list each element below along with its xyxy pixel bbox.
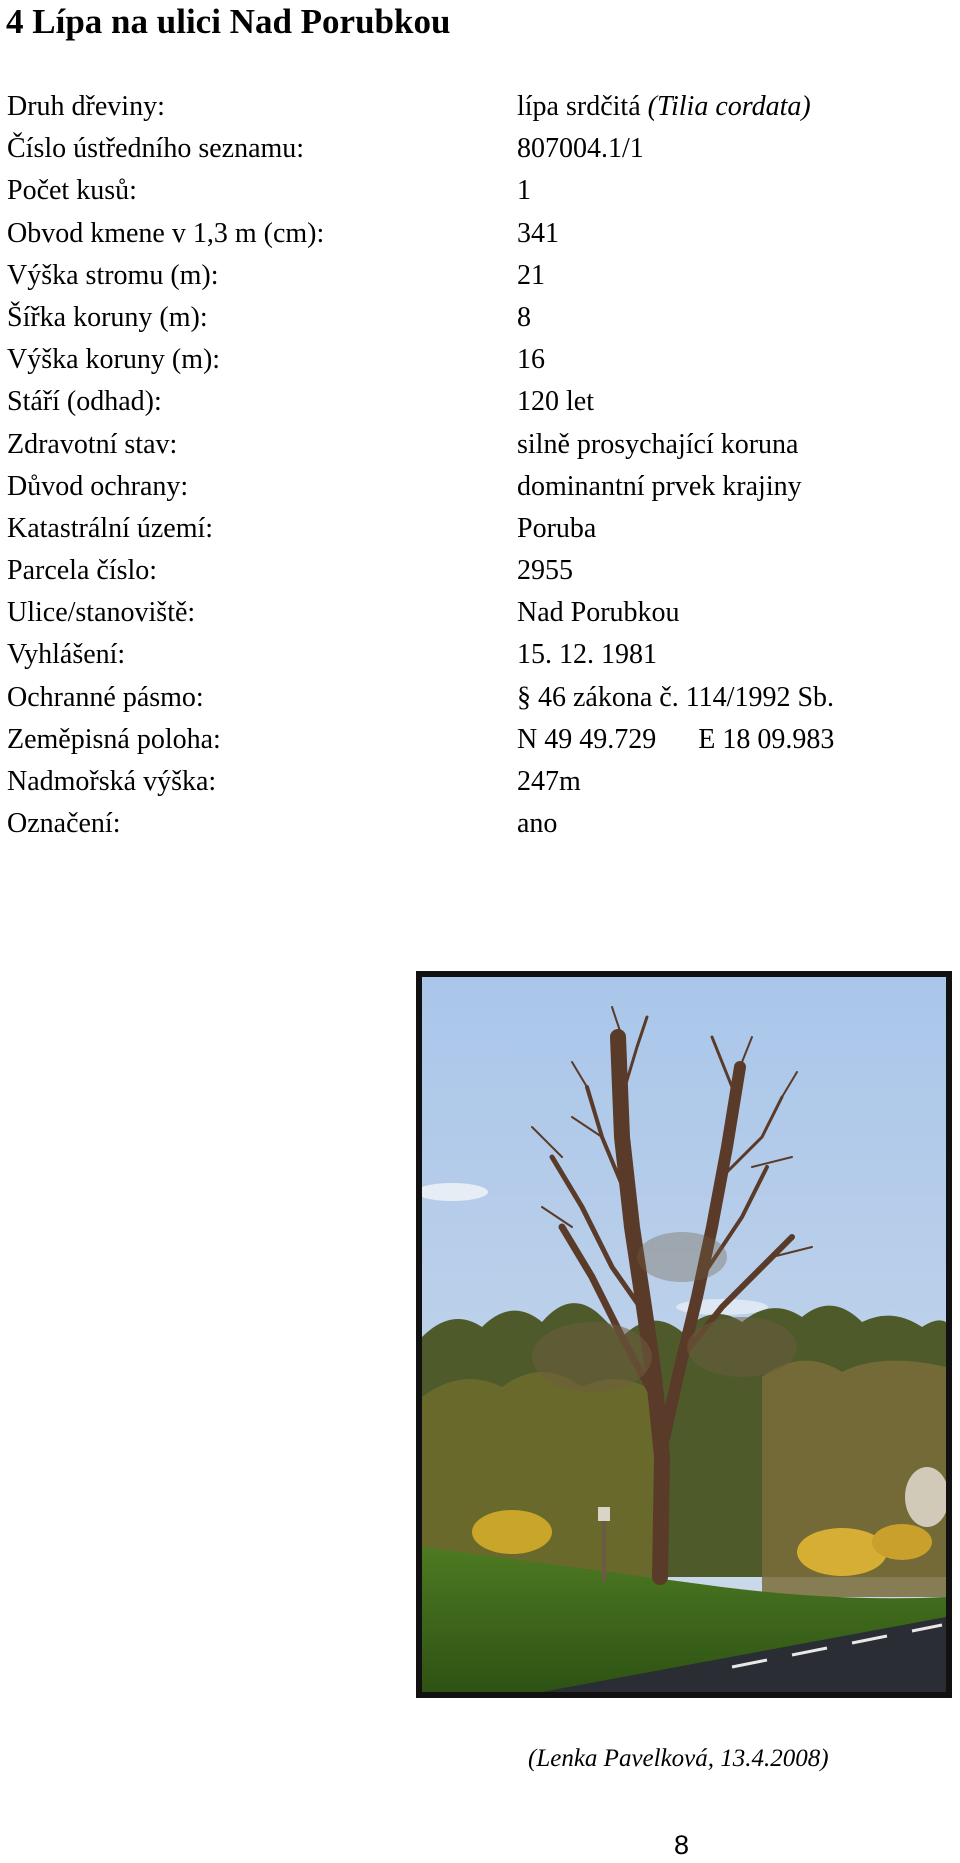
field-label: Počet kusů: <box>7 175 137 207</box>
species-common-name: lípa srdčitá <box>517 91 641 122</box>
field-value: 807004.1/1 <box>517 133 644 165</box>
tree-details-table <box>7 86 937 845</box>
field-row-protection-zone <box>7 677 937 719</box>
field-label: Druh dřeviny: <box>7 91 165 122</box>
field-row-age <box>7 381 937 423</box>
field-label: Ulice/stanoviště: <box>7 597 196 629</box>
field-value: ano <box>517 808 558 840</box>
field-row-tree-height <box>7 255 937 297</box>
page-title: 4 Lípa na ulici Nad Porubkou <box>6 2 451 41</box>
field-row-health <box>7 424 937 466</box>
field-value: 21 <box>517 259 545 291</box>
field-row-protection-reason <box>7 466 937 508</box>
photo-caption: (Lenka Pavelková, 13.4.2008) <box>528 1745 829 1772</box>
field-row-marking <box>7 803 937 845</box>
yellow-bush <box>797 1528 887 1576</box>
foliage <box>687 1317 797 1377</box>
field-value: 8 <box>517 301 531 333</box>
field-label: Parcela číslo: <box>7 555 158 587</box>
field-row-crown-width <box>7 297 937 339</box>
yellow-bush <box>472 1510 552 1554</box>
yellow-bush <box>872 1524 932 1560</box>
field-value: 120 let <box>517 386 594 418</box>
field-value: 16 <box>517 344 545 376</box>
field-value: 1 <box>517 175 531 207</box>
field-value: Poruba <box>517 512 597 544</box>
species-latin-name: (Tilia cordata) <box>647 91 811 122</box>
field-value: dominantní prvek krajiny <box>517 470 802 502</box>
field-value: § 46 zákona č. 114/1992 Sb. <box>517 681 835 713</box>
field-row-crown-height <box>7 339 937 381</box>
field-value: 15. 12. 1981 <box>517 639 657 671</box>
tree-photo <box>416 971 952 1698</box>
sign <box>598 1507 610 1521</box>
field-label: Vyhlášení: <box>7 639 126 671</box>
field-value <box>517 86 811 128</box>
field-row-trunk-girth <box>7 213 937 255</box>
field-value: 247m <box>517 766 581 797</box>
field-label: Zeměpisná poloha: <box>7 723 221 755</box>
field-label: Důvod ochrany: <box>7 470 189 502</box>
field-row-register-number <box>7 128 937 170</box>
field-row-parcel <box>7 550 937 592</box>
field-label: Obvod kmene v 1,3 m (cm): <box>7 217 325 249</box>
foliage <box>637 1232 727 1282</box>
field-label: Šířka koruny (m): <box>7 301 208 333</box>
latitude-value: N 49 49.729 <box>517 723 657 755</box>
field-label: Nadmořská výška: <box>7 766 217 797</box>
field-row-declaration <box>7 634 937 676</box>
field-label: Číslo ústředního seznamu: <box>7 133 305 165</box>
field-label: Výška stromu (m): <box>7 259 219 291</box>
field-label: Označení: <box>7 808 121 840</box>
field-label: Výška koruny (m): <box>7 344 221 376</box>
field-row-street <box>7 592 937 634</box>
field-label: Ochranné pásmo: <box>7 681 204 713</box>
longitude-value: E 18 09.983 <box>698 723 835 755</box>
signpost <box>602 1512 606 1582</box>
field-label: Zdravotní stav: <box>7 428 178 460</box>
field-value: 2955 <box>517 555 573 587</box>
foliage <box>532 1322 652 1392</box>
field-value: silně prosychající koruna <box>517 428 799 460</box>
field-value <box>517 719 834 761</box>
field-row-count <box>7 170 937 212</box>
tree-photo-illustration <box>422 977 946 1692</box>
field-row-altitude <box>7 761 937 803</box>
field-row-species <box>7 86 937 128</box>
field-row-gps <box>7 719 937 761</box>
page-number: 8 <box>674 1830 690 1860</box>
field-row-cadastral-area <box>7 508 937 550</box>
field-label: Katastrální území: <box>7 512 214 544</box>
field-value: 341 <box>517 217 559 249</box>
field-label: Stáří (odhad): <box>7 386 162 418</box>
field-value: Nad Porubkou <box>517 597 680 629</box>
